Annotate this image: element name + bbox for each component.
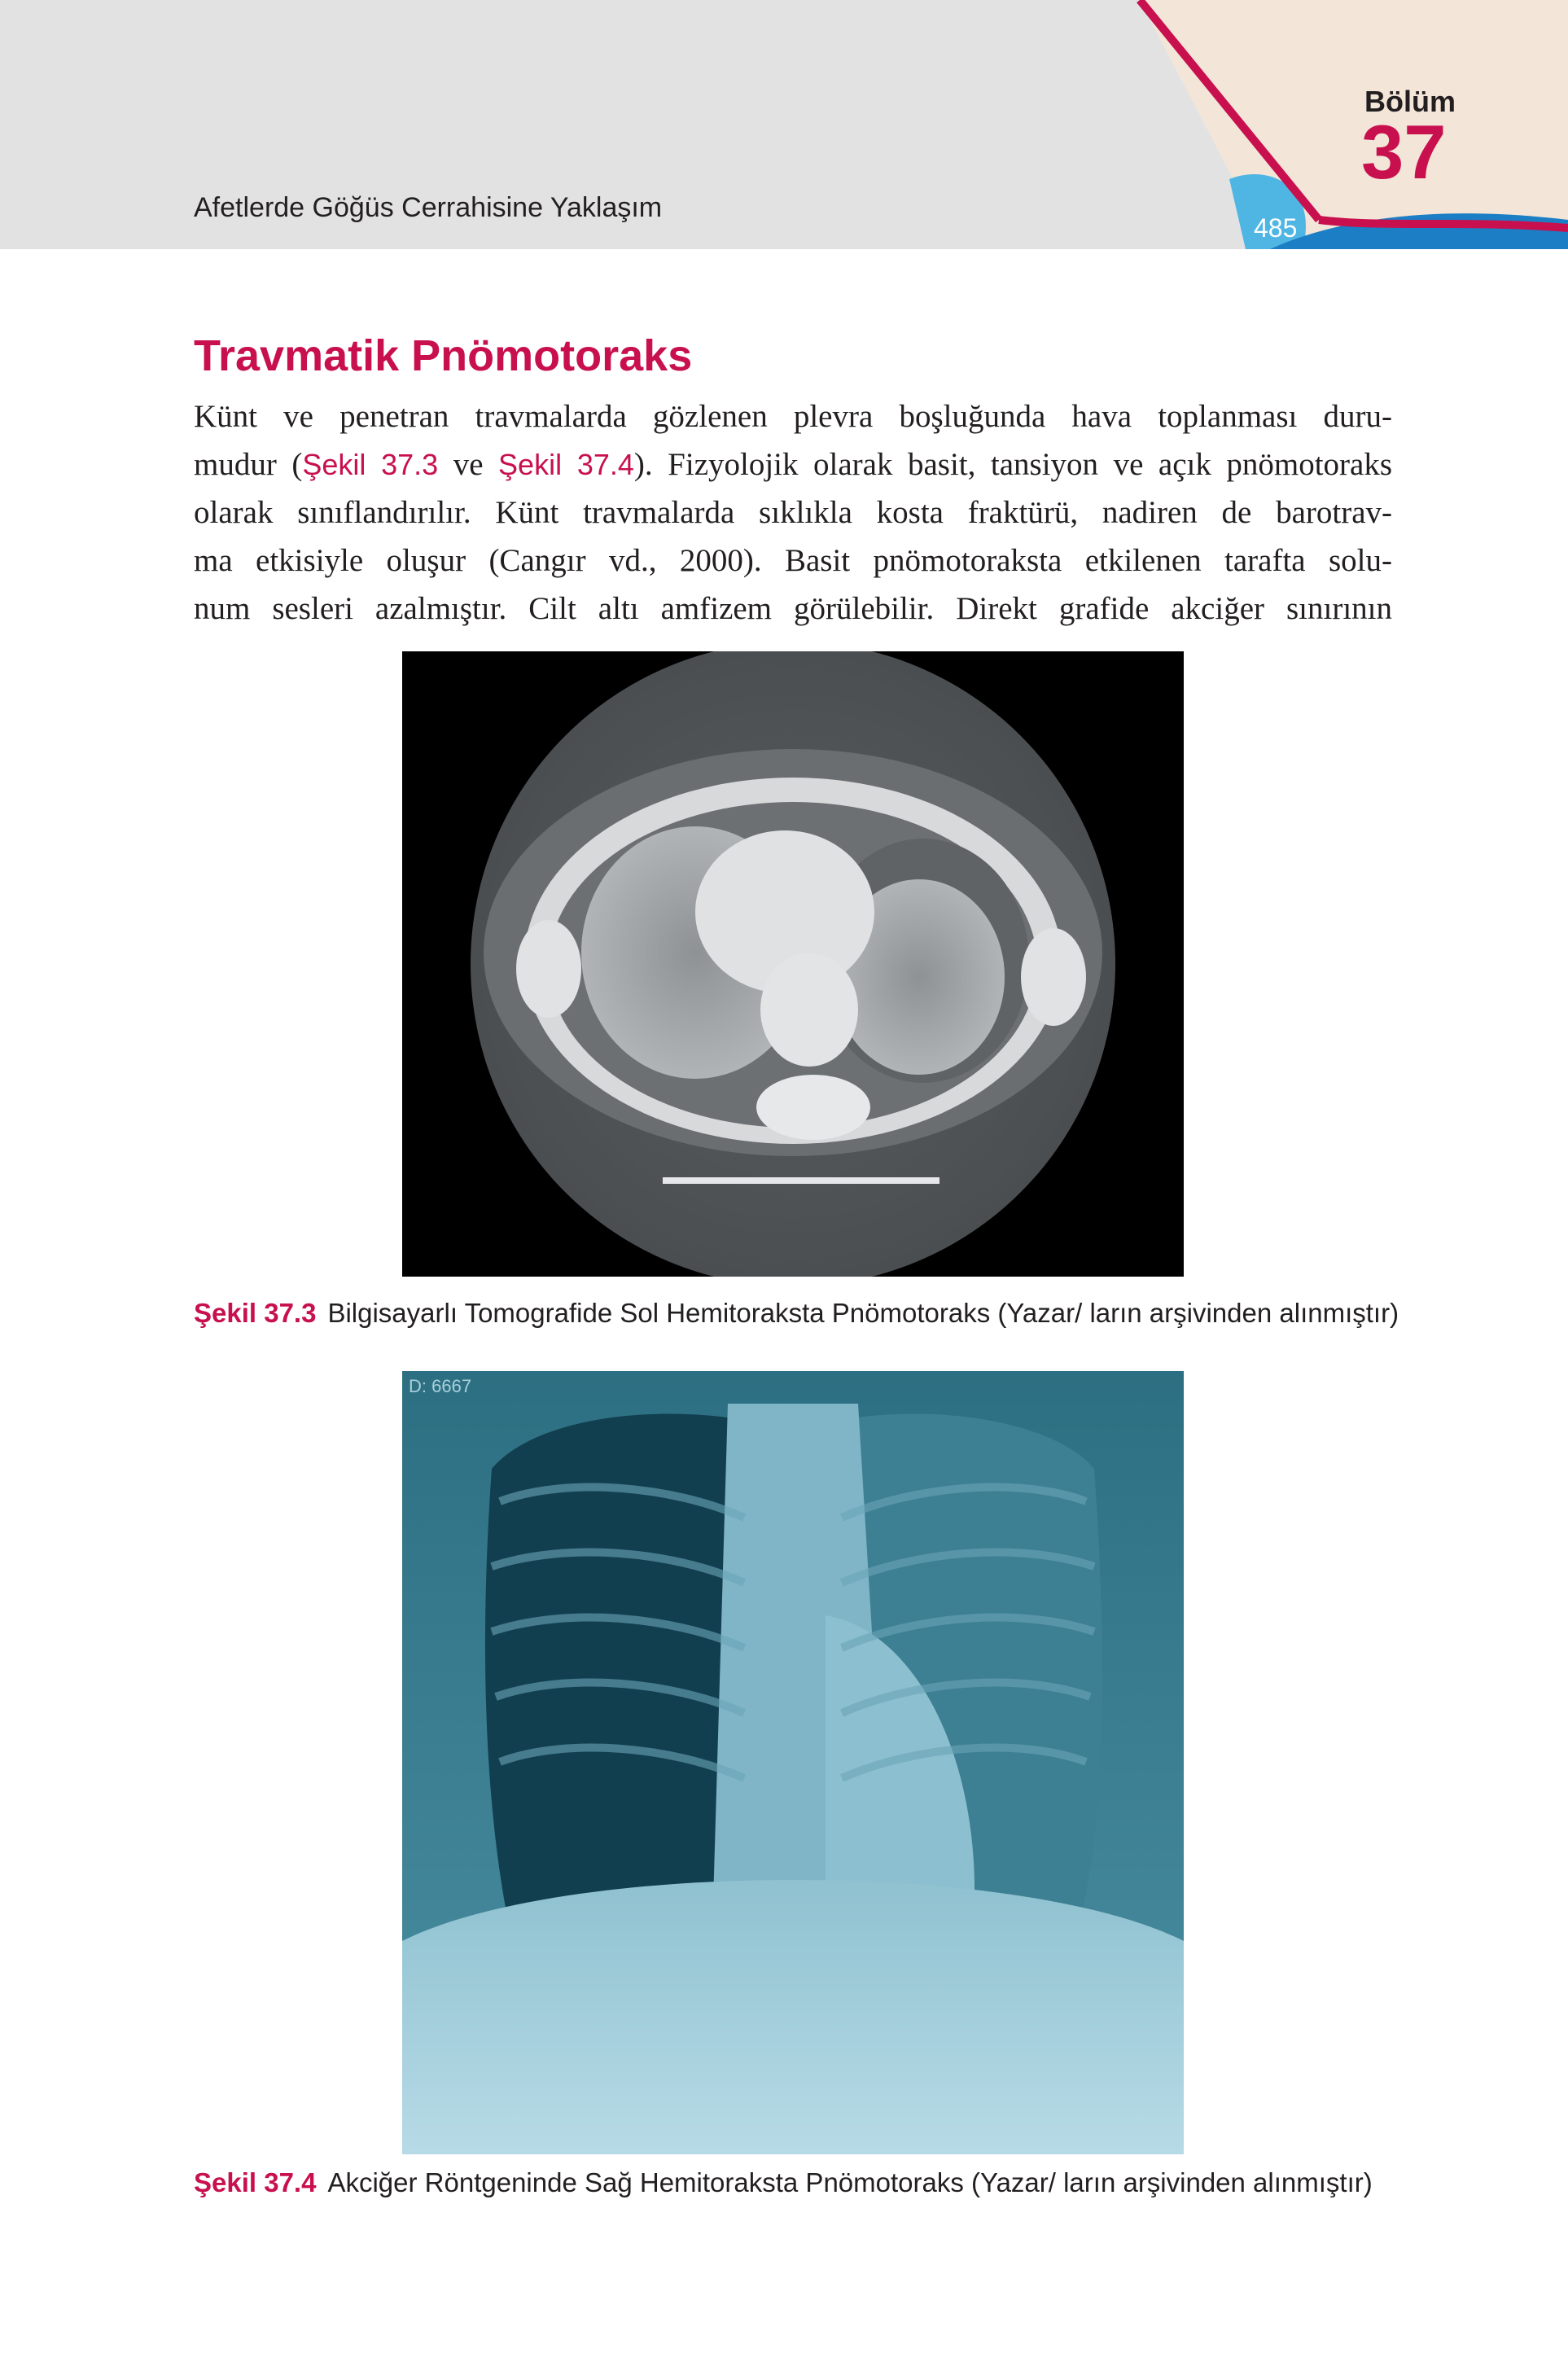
figure-label: Şekil 37.4 — [194, 2167, 317, 2197]
ct-scan-image — [402, 651, 1184, 1277]
xray-id-overlay: D: 6667 — [409, 1376, 472, 1396]
body-line — [194, 440, 1392, 489]
caption-text: Bilgisayarlı Tomografide Sol Hemitoraksta Pnömotoraks (Yazar/ ların arşivinden alınmıştır) — [327, 1298, 1399, 1328]
body-line — [194, 489, 1392, 537]
chapter-number: 37 — [1361, 109, 1447, 195]
caption-text: Akciğer Röntgeninde Sağ Hemitoraksta Pnömotoraks (Yazar/ ların arşivinden alınmıştır) — [327, 2167, 1373, 2197]
figure-caption — [194, 1298, 1399, 1329]
section-heading: Travmatik Pnömotoraks — [194, 331, 693, 380]
text-run: Künt ve penetran travmalarda gözlenen plevra boşluğunda hava toplanması duru- — [194, 399, 1392, 434]
page-number: 485 — [1254, 213, 1298, 243]
running-title: Afetlerde Göğüs Cerrahisine Yaklaşım — [194, 192, 663, 223]
body-line — [194, 585, 1392, 633]
figure-label: Şekil 37.3 — [194, 1298, 317, 1328]
text-run: num sesleri azalmıştır. Cilt altı amfizem görülebilir. Direkt grafide akciğer sınırının — [194, 591, 1392, 626]
figure-caption — [194, 2167, 1373, 2198]
text-run: mudur ( — [194, 447, 303, 482]
text-run: ve — [438, 447, 499, 482]
chapter-label: Bölüm — [1364, 85, 1456, 118]
text-run: olarak sınıflandırılır. Künt travmalarda sıklıkla kosta fraktürü, nadiren de barotrav- — [194, 495, 1392, 530]
text-run: ma etkisiyle oluşur (Cangır vd., 2000). Basit pnömotoraksta etkilenen tarafta solu- — [194, 543, 1392, 578]
text-run: ). Fizyolojik olarak basit, tansiyon ve açık pnömotoraks — [633, 447, 1393, 482]
chest-xray-image — [402, 1371, 1184, 2154]
ct-scan-graphic — [402, 651, 1184, 1277]
body-paragraph — [194, 392, 1392, 633]
body-line — [194, 392, 1392, 440]
chest-xray-graphic — [402, 1371, 1184, 2154]
body-line — [194, 537, 1392, 585]
figure-reference-link[interactable]: Şekil 37.3 — [302, 448, 439, 481]
figure-reference-link[interactable]: Şekil 37.4 — [498, 448, 634, 481]
